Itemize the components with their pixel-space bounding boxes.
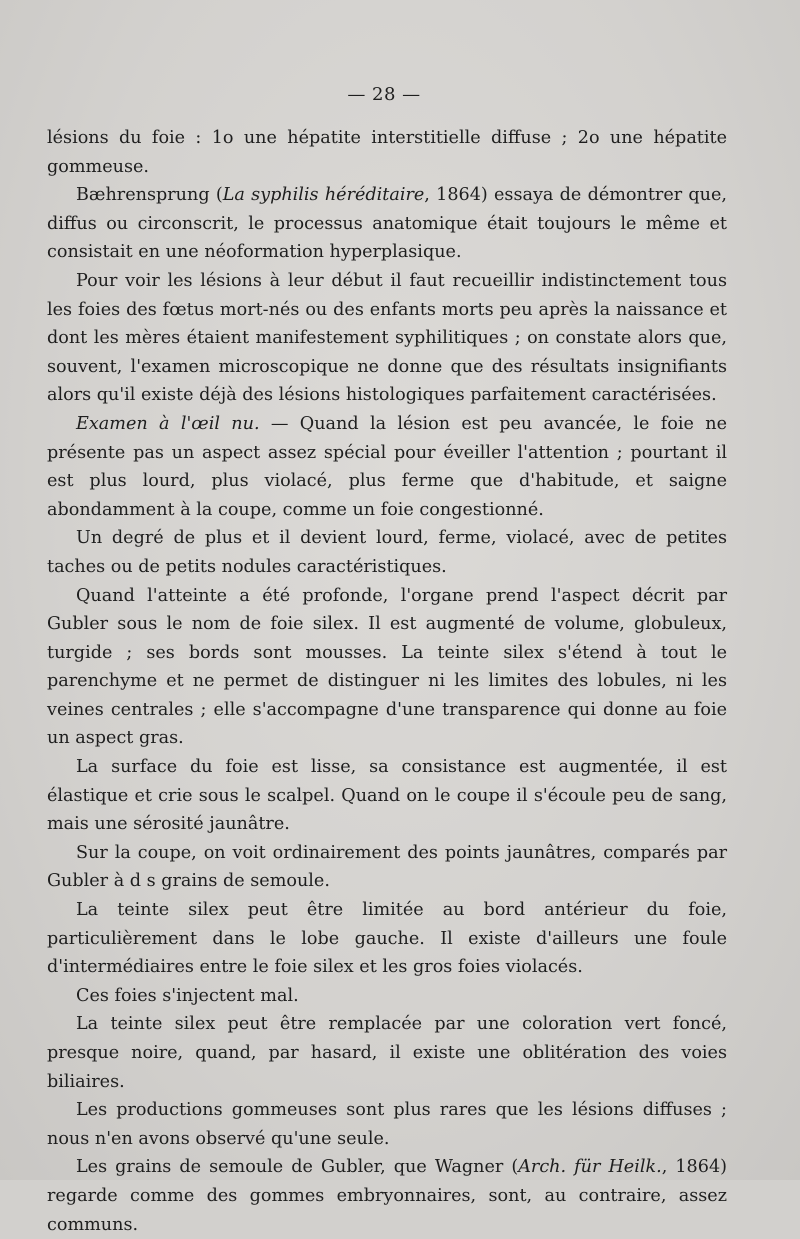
italic-text: Examen à l'œil nu.: [76, 413, 260, 434]
paragraph: [47, 267, 727, 410]
text-run: Bæhrensprung (: [76, 185, 223, 206]
paragraph: [47, 124, 727, 181]
italic-text: Arch. für Heilk.: [518, 1157, 662, 1178]
text-run: Un degré de plus et il devient lourd, ferme, violacé, avec de petites taches ou de petits nodules caractéristiques.: [47, 528, 727, 577]
paragraph: [47, 839, 727, 896]
body-text: [47, 124, 727, 1239]
page-number: — 28 —: [347, 84, 421, 105]
paragraph: [47, 1096, 727, 1153]
paragraph: [47, 181, 727, 267]
text-run: Quand l'atteinte a été profonde, l'organe prend l'aspect décrit par Gubler sous le nom de foie silex. Il est augmenté de volume, globuleux, turgide ; ses bords sont mousses. La teinte silex s'étend à tout le parenchyme et ne permet de distinguer ni les limites des lobules, ni les veines centrales ; elle s'accompagne d'une transparence qui donne au foie un aspect gras.: [47, 585, 727, 749]
paragraph: [47, 410, 727, 524]
text-run: La surface du foie est lisse, sa consistance est augmentée, il est élastique et crie sous le scalpel. Quand on le coupe il s'écoule peu de sang, mais une sérosité jaunâtre.: [47, 757, 727, 835]
paragraph: [47, 896, 727, 982]
text-run: Les productions gommeuses sont plus rares que les lésions diffuses ; nous n'en avons observé qu'une seule.: [47, 1100, 727, 1149]
text-run: lésions du foie : 1o une hépatite interstitielle diffuse ; 2o une hépatite gommeuse.: [47, 128, 727, 177]
italic-text: La syphilis héréditaire: [222, 185, 425, 206]
text-run: Les grains de semoule de Gubler, que Wagner (: [76, 1157, 519, 1178]
paragraph: [47, 1010, 727, 1096]
text-run: La teinte silex peut être limitée au bord antérieur du foie, particulièrement dans le lobe gauche. Il existe d'ailleurs une foule d'intermédiaires entre le foie silex et les gros foies violacés.: [47, 900, 727, 978]
text-run: Ces foies s'injectent mal.: [76, 985, 299, 1006]
text-run: — Quand la lésion est peu avancée, le foie ne présente pas un aspect assez spécial pour éveiller l'attention ; pourtant il est plus lourd, plus violacé, plus ferme que d'habitude, et saigne abondamment à la coupe, comme un foie congestionné.: [47, 413, 727, 520]
paragraph: [47, 582, 727, 754]
text-run: , 1864) regarde comme des gommes embryonnaires, sont, au contraire, assez communs.: [47, 1157, 727, 1235]
paragraph: [47, 1153, 727, 1239]
paragraph: [47, 982, 727, 1011]
text-run: Pour voir les lésions à leur début il faut recueillir indistinctement tous les foies des fœtus mort-nés ou des enfants morts peu après la naissance et dont les mères étaient manifestement syphilitiques ; on constate alors que, souvent, l'examen microscopique ne donne que des résultats insignifiants alors qu'il existe déjà des lésions histologiques parfaitement caractérisées.: [47, 270, 727, 406]
paragraph: [47, 753, 727, 839]
text-run: , 1864) essaya de démontrer que, diffus ou circonscrit, le processus anatomique était toujours le même et consistait en une néoformation hyperplasique.: [47, 185, 727, 263]
paragraph: [47, 524, 727, 581]
text-run: Sur la coupe, on voit ordinairement des points jaunâtres, comparés par Gubler à d s grains de semoule.: [47, 842, 727, 892]
text-run: La teinte silex peut être remplacée par une coloration vert foncé, presque noire, quand, par hasard, il existe une oblitération des voies biliaires.: [47, 1014, 727, 1092]
